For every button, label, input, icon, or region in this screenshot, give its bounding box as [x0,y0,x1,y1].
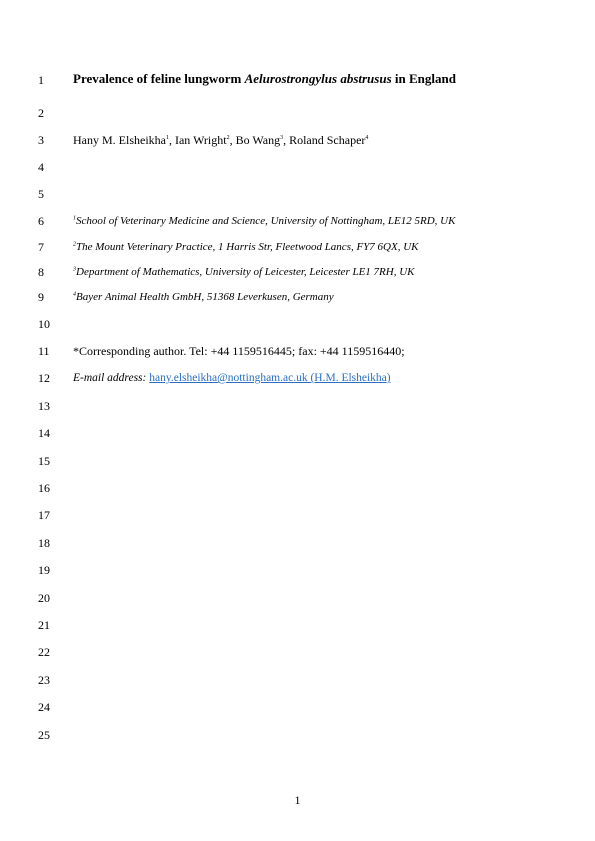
affiliation [73,240,419,254]
line-number: 25 [38,728,50,742]
line-number: 6 [38,214,44,228]
line-number: 16 [38,481,50,495]
line-number: 14 [38,426,50,440]
author-affiliation-mark: 3 [280,135,284,141]
line-number: 23 [38,673,50,687]
affiliation [73,214,455,228]
author-separator: , [283,133,290,147]
line-number: 9 [38,290,44,304]
line-number: 17 [38,508,50,522]
affiliation-text: School of Veterinary Medicine and Science, University of Nottingham, LE12 5RD, UK [76,215,456,227]
author-affiliation-mark: 1 [165,135,169,141]
line-number: 10 [38,317,50,331]
author-affiliation-mark: 4 [365,135,369,141]
affiliation [73,265,415,279]
affiliation-text: The Mount Veterinary Practice, 1 Harris Str, Fleetwood Lancs, FY7 6QX, UK [76,241,419,253]
line-number: 24 [38,700,50,714]
title-species: Aelurostrongylus abstrusus [244,71,392,86]
author-list [73,133,368,147]
corresponding-author: *Corresponding author. Tel: +44 1159516445; fax: +44 1159516440; [73,344,405,358]
author-name: Bo Wang [235,133,281,147]
line-number: 21 [38,618,50,632]
line-number: 18 [38,536,50,550]
affiliation-text: Department of Mathematics, University of Leicester, Leicester LE1 7RH, UK [76,266,415,278]
title-prefix: Prevalence of feline lungworm [73,71,245,86]
line-number: 2 [38,106,44,120]
line-number: 7 [38,240,44,254]
line-number: 1 [38,73,44,87]
line-number: 3 [38,133,44,147]
line-number: 4 [38,160,44,174]
author-name: Hany M. Elsheikha [73,133,166,147]
line-number: 20 [38,591,50,605]
paper-title [73,72,456,86]
line-number: 15 [38,454,50,468]
author-separator: , [229,133,236,147]
line-number: 5 [38,187,44,201]
line-number: 12 [38,371,50,385]
line-number: 22 [38,645,50,659]
line-number: 8 [38,265,44,279]
line-number: 19 [38,563,50,577]
author-name: Ian Wright [174,133,227,147]
affiliation-text: Bayer Animal Health GmbH, 51368 Leverkusen, Germany [76,291,334,303]
affiliation-number: 3 [73,266,76,273]
title-suffix: in England [391,71,456,86]
affiliation-number: 4 [73,291,76,298]
author-affiliation-mark: 2 [226,135,230,141]
email-link[interactable]: hany.elsheikha@nottingham.ac.uk (H.M. Elsheikha) [149,372,391,384]
author-name: Roland Schaper [289,133,366,147]
affiliation-number: 2 [73,241,76,248]
affiliation [73,290,334,304]
line-number: 11 [38,344,50,358]
affiliation-number: 1 [73,215,76,222]
author-separator: , [168,133,175,147]
email-line [73,371,391,385]
page-number: 1 [294,793,301,807]
email-label: E-mail address: [73,372,147,384]
line-number: 13 [38,399,50,413]
